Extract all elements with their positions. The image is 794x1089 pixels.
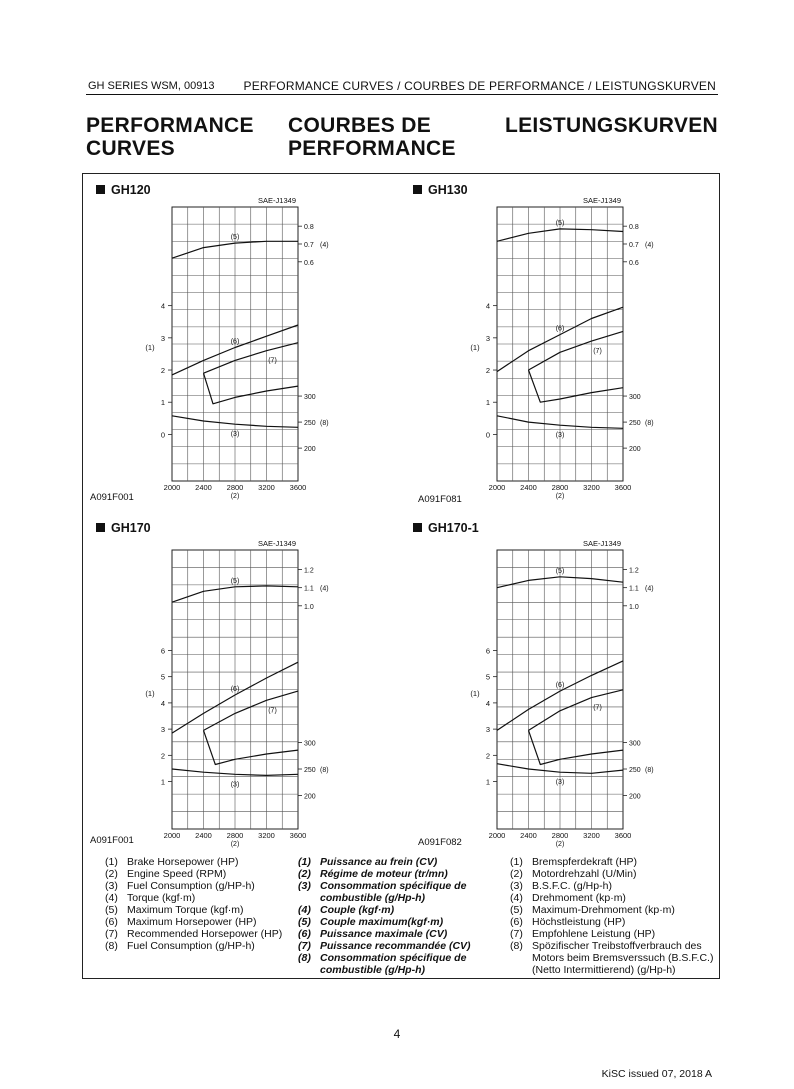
- left-axis-tick-label: 2: [160, 366, 165, 376]
- legend-text: Empfohlene Leistung (HP): [532, 928, 656, 940]
- series-label: (6): [230, 686, 240, 694]
- square-bullet-icon: [413, 523, 422, 532]
- chart-title-gh130: GH130: [413, 183, 468, 197]
- legend-row: [510, 880, 715, 892]
- legend-number: (8): [298, 952, 311, 964]
- x-axis-label: (2): [555, 841, 565, 848]
- right-bottom-axis-tick-label: 300: [629, 740, 641, 748]
- figure-id-gh170: A091F001: [90, 835, 134, 846]
- right-bottom-axis-tick-label: 200: [629, 793, 641, 801]
- legend-text: Maximum Horsepower (HP): [127, 916, 257, 928]
- legend-row: [105, 904, 290, 916]
- series-label: (7): [268, 707, 277, 715]
- legend-number: (8): [510, 940, 523, 952]
- series-label: (7): [593, 704, 602, 712]
- legend-text: Consommation spécifique de: [320, 952, 467, 964]
- x-axis-tick-label: 3200: [583, 831, 600, 840]
- title-fr-line2: PERFORMANCE: [288, 137, 456, 160]
- right-bottom-axis-tick-label: 200: [629, 446, 641, 454]
- legend-row: [298, 856, 503, 868]
- x-axis-tick-label: 2400: [520, 831, 537, 840]
- legend-text: Engine Speed (RPM): [127, 868, 227, 880]
- x-axis-tick-label: 3600: [289, 831, 307, 840]
- x-axis-tick-label: 3200: [258, 831, 275, 840]
- left-axis-tick-label: 3: [485, 725, 490, 735]
- legend-number: (2): [105, 868, 118, 880]
- legend-number: (6): [298, 928, 311, 940]
- legend-row: [510, 928, 715, 940]
- legend-row: [105, 892, 290, 904]
- legend-number: (5): [105, 904, 118, 916]
- left-axis-tick-label: 2: [160, 751, 165, 761]
- legend-row: [298, 904, 503, 916]
- left-axis-tick-label: 2: [485, 751, 490, 761]
- legend-row: [298, 892, 503, 904]
- x-axis-tick-label: 2400: [195, 483, 212, 492]
- x-axis-tick-label: 3200: [258, 483, 275, 492]
- series-label: (3): [230, 781, 240, 789]
- left-axis-tick-label: 0: [160, 430, 165, 440]
- square-bullet-icon: [96, 523, 105, 532]
- left-axis-tick-label: 3: [485, 333, 490, 343]
- left-axis-tick-label: 6: [160, 646, 165, 656]
- left-axis-tick-label: 4: [485, 698, 490, 708]
- series-label: (5): [230, 234, 240, 242]
- x-axis-tick-label: 2000: [488, 483, 506, 492]
- legend-english: [105, 856, 290, 952]
- right-top-axis-tick-label: 0.8: [629, 224, 639, 232]
- series-label: (7): [268, 357, 277, 365]
- series-label: (3): [555, 432, 565, 440]
- left-axis-label: (1): [145, 343, 155, 353]
- issued-note: KiSC issued 07, 2018 A: [601, 1068, 712, 1080]
- right-top-axis-tick-label: 1.1: [304, 585, 314, 593]
- legend-row: [510, 856, 715, 868]
- legend-number: (2): [510, 868, 523, 880]
- legend-number: (5): [510, 904, 523, 916]
- legend-row: [298, 916, 503, 928]
- legend-row: [510, 940, 715, 952]
- x-axis-tick-label: 2800: [226, 831, 244, 840]
- right-top-axis-tick-label: 1.2: [629, 567, 639, 575]
- legend-number: (1): [298, 856, 311, 868]
- legend-number: [510, 952, 532, 964]
- standard-label: SAE-J1349: [583, 196, 621, 205]
- right-top-axis-tick-label: 0.6: [629, 259, 639, 267]
- legend-number: (3): [510, 880, 523, 892]
- left-axis-tick-label: 4: [485, 301, 490, 311]
- legend-number: (6): [510, 916, 523, 928]
- legend-row: [298, 928, 503, 940]
- legend-row: [105, 880, 290, 892]
- right-top-axis-label: (4): [645, 585, 654, 593]
- chart-gh170-1: [455, 536, 670, 851]
- legend-row: [105, 928, 290, 940]
- legend-row: [298, 964, 503, 976]
- x-axis-tick-label: 2000: [163, 831, 181, 840]
- legend-row: [298, 880, 503, 892]
- legend-number: [510, 964, 532, 976]
- x-axis-label: (2): [230, 493, 240, 500]
- left-axis-tick-label: 4: [160, 698, 165, 708]
- right-top-axis-label: (4): [645, 241, 654, 249]
- left-axis-tick-label: 1: [485, 777, 490, 787]
- legend-row: [510, 964, 715, 976]
- x-axis-tick-label: 2800: [551, 483, 569, 492]
- figure-id-gh130: A091F081: [418, 494, 462, 505]
- standard-label: SAE-J1349: [583, 539, 621, 548]
- header-left: GH SERIES WSM, 00913: [88, 80, 215, 92]
- chart-gh120: [130, 193, 345, 503]
- legend-number: (7): [105, 928, 118, 940]
- right-bottom-axis-tick-label: 250: [304, 767, 316, 775]
- right-top-axis-label: (4): [320, 241, 329, 249]
- series-label: (6): [555, 682, 565, 690]
- legend-text: combustible (g/Hp-h): [320, 964, 425, 976]
- legend-number: (7): [510, 928, 523, 940]
- left-axis-tick-label: 1: [160, 398, 165, 408]
- legend-number: (4): [510, 892, 523, 904]
- x-axis-tick-label: 2000: [488, 831, 506, 840]
- chart-gh170: [130, 536, 345, 851]
- right-top-axis-label: (4): [320, 585, 329, 593]
- legend-text: Puissance maximale (CV): [320, 928, 448, 940]
- x-axis-tick-label: 2400: [195, 831, 212, 840]
- left-axis-label: (1): [470, 689, 480, 699]
- right-bottom-axis-tick-label: 200: [304, 446, 316, 454]
- x-axis-tick-label: 3600: [614, 483, 632, 492]
- right-bottom-axis-label: (8): [320, 767, 329, 775]
- right-bottom-axis-tick-label: 250: [629, 767, 641, 775]
- left-axis-tick-label: 0: [485, 430, 490, 440]
- right-top-axis-tick-label: 1.2: [304, 567, 314, 575]
- right-top-axis-tick-label: 1.1: [629, 585, 639, 593]
- legend-row: [510, 904, 715, 916]
- legend-german: [510, 856, 715, 976]
- legend-row: [298, 952, 503, 964]
- legend-number: (8): [105, 940, 118, 952]
- legend-text: Couple (kgf·m): [320, 904, 395, 916]
- legend-number: (5): [298, 916, 311, 928]
- legend-text: Maximum-Drehmoment (kp·m): [532, 904, 675, 916]
- legend-text: (Netto Intermittierend) (g/Hp-h): [532, 964, 676, 976]
- x-axis-tick-label: 3600: [614, 831, 632, 840]
- left-axis-tick-label: 4: [160, 301, 165, 311]
- title-en-line1: PERFORMANCE: [86, 114, 254, 137]
- legend-text: combustible (g/Hp-h): [320, 892, 425, 904]
- legend-number: [298, 964, 320, 976]
- title-en-line2: CURVES: [86, 137, 175, 160]
- x-axis-tick-label: 2800: [551, 831, 569, 840]
- title-french: [288, 114, 456, 160]
- title-fr-line1: COURBES DE: [288, 114, 432, 137]
- series-label: (5): [555, 219, 565, 227]
- legend-number: (7): [298, 940, 311, 952]
- right-bottom-axis-tick-label: 300: [304, 740, 316, 748]
- legend-row: [510, 868, 715, 880]
- legend-row: [510, 916, 715, 928]
- right-bottom-axis-label: (8): [645, 420, 654, 428]
- page-number: 4: [393, 1027, 401, 1041]
- legend-text: Höchstleistung (HP): [532, 916, 626, 928]
- legend-row: [298, 940, 503, 952]
- left-axis-tick-label: 5: [160, 672, 165, 682]
- left-axis-tick-label: 3: [160, 725, 165, 735]
- x-axis-tick-label: 2800: [226, 483, 244, 492]
- right-bottom-axis-label: (8): [645, 767, 654, 775]
- series-label: (5): [555, 567, 565, 575]
- right-top-axis-tick-label: 1.0: [304, 603, 314, 611]
- legend-text: Torque (kgf·m): [127, 892, 196, 904]
- legend-row: [105, 916, 290, 928]
- legend-number: (4): [105, 892, 118, 904]
- standard-label: SAE-J1349: [258, 196, 296, 205]
- legend-text: Bremspferdekraft (HP): [532, 856, 638, 868]
- right-bottom-axis-tick-label: 250: [304, 420, 316, 428]
- legend-text: Consommation spécifique de: [320, 880, 467, 892]
- legend-text: Motors beim Bremsverssuch (B.S.F.C.): [532, 952, 714, 964]
- left-axis-label: (1): [145, 689, 155, 699]
- x-axis-tick-label: 2400: [520, 483, 537, 492]
- left-axis-tick-label: 1: [160, 777, 165, 787]
- square-bullet-icon: [96, 185, 105, 194]
- left-axis-tick-label: 3: [160, 333, 165, 343]
- title-german: [505, 114, 718, 137]
- right-top-axis-tick-label: 0.7: [629, 241, 639, 249]
- legend-text: Motordrehzahl (U/Min): [532, 868, 637, 880]
- chart-title-gh170-1: GH170-1: [413, 521, 479, 535]
- legend-row: [298, 868, 503, 880]
- legend-text: Brake Horsepower (HP): [127, 856, 239, 868]
- right-top-axis-tick-label: 0.7: [304, 241, 314, 249]
- right-bottom-axis-tick-label: 300: [629, 394, 641, 402]
- legend-text: Recommended Horsepower (HP): [127, 928, 283, 940]
- x-axis-label: (2): [230, 841, 240, 848]
- square-bullet-icon: [413, 185, 422, 194]
- left-axis-tick-label: 5: [485, 672, 490, 682]
- legend-text: Fuel Consumption (g/HP-h): [127, 880, 255, 892]
- legend-row: [105, 856, 290, 868]
- legend-row: [510, 892, 715, 904]
- figure-id-gh120: A091F001: [90, 492, 134, 503]
- header-right: PERFORMANCE CURVES / COURBES DE PERFORMANCE / LEISTUNGSKURVEN: [243, 79, 716, 93]
- left-axis-tick-label: 1: [485, 398, 490, 408]
- legend-text: Maximum Torque (kgf·m): [127, 904, 244, 916]
- right-bottom-axis-tick-label: 300: [304, 394, 316, 402]
- left-axis-tick-label: 6: [485, 646, 490, 656]
- legend-row: [510, 952, 715, 964]
- legend-french: [298, 856, 503, 976]
- legend-number: (1): [510, 856, 523, 868]
- x-axis-tick-label: 3600: [289, 483, 307, 492]
- figure-id-gh170-1: A091F082: [418, 837, 462, 848]
- legend-number: (3): [105, 880, 118, 892]
- series-label: (6): [230, 338, 240, 346]
- left-axis-tick-label: 2: [485, 366, 490, 376]
- legend-text: Puissance recommandée (CV): [320, 940, 471, 952]
- chart-title-gh170: GH170: [96, 521, 151, 535]
- legend-row: [105, 940, 290, 952]
- chart-title-gh120: GH120: [96, 183, 151, 197]
- title-english: [86, 114, 254, 160]
- legend-row: [105, 868, 290, 880]
- right-top-axis-tick-label: 0.6: [304, 259, 314, 267]
- legend-text: B.S.F.C. (g/Hp-h): [532, 880, 612, 892]
- series-label: (6): [555, 325, 565, 333]
- legend-text: Régime de moteur (tr/mn): [320, 868, 448, 880]
- right-bottom-axis-tick-label: 250: [629, 420, 641, 428]
- legend-number: (6): [105, 916, 118, 928]
- legend-number: [298, 892, 320, 904]
- right-bottom-axis-label: (8): [320, 420, 329, 428]
- legend-number: (1): [105, 856, 118, 868]
- standard-label: SAE-J1349: [258, 539, 296, 548]
- x-axis-tick-label: 2000: [163, 483, 181, 492]
- x-axis-tick-label: 3200: [583, 483, 600, 492]
- x-axis-label: (2): [555, 493, 565, 500]
- legend-number: (3): [298, 880, 311, 892]
- legend-text: Drehmoment (kp·m): [532, 892, 626, 904]
- series-label: (5): [230, 577, 240, 585]
- left-axis-label: (1): [470, 343, 480, 353]
- series-label: (3): [555, 779, 565, 787]
- chart-gh130: [455, 193, 670, 503]
- right-bottom-axis-tick-label: 200: [304, 793, 316, 801]
- right-top-axis-tick-label: 1.0: [629, 603, 639, 611]
- legend-text: Puissance au frein (CV): [320, 856, 438, 868]
- title-de-line1: LEISTUNGSKURVEN: [505, 114, 718, 137]
- legend-number: (4): [298, 904, 311, 916]
- legend-number: (2): [298, 868, 311, 880]
- legend-text: Spöziﬁscher Treibstoffverbrauch des: [532, 940, 702, 952]
- legend-text: Couple maximum(kgf·m): [320, 916, 444, 928]
- right-top-axis-tick-label: 0.8: [304, 224, 314, 232]
- header-rule: [86, 94, 718, 95]
- legend-text: Fuel Consumption (g/HP-h): [127, 940, 255, 952]
- series-label: (7): [593, 348, 602, 356]
- series-label: (3): [230, 431, 240, 439]
